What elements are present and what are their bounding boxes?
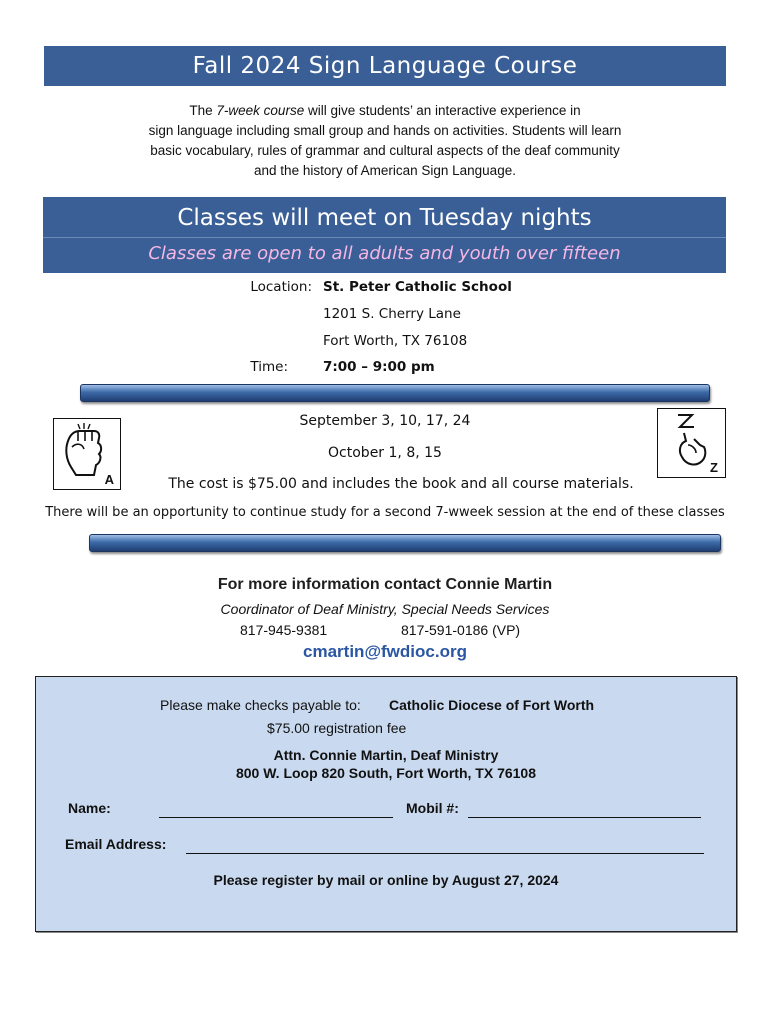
contact-phone: 817-945-9381 [240,622,328,638]
intro-line3: basic vocabulary, rules of grammar and cultural aspects of the deaf community [150,143,620,158]
registration-fee: $75.00 registration fee [267,720,407,736]
cost-text: The cost is $75.00 and includes the book and all course materials. [168,476,634,492]
sign-z-letter: Z [710,460,718,475]
contact-email-link[interactable]: cmartin@fwdioc.org [303,642,467,661]
address-line2: Fort Worth, TX 76108 [323,333,468,349]
sign-a-letter: A [104,472,114,487]
deadline-text: Please register by mail or online by August 27, 2024 [213,872,559,888]
name-field[interactable] [159,817,393,818]
mailing-address: 800 W. Loop 820 South, Fort Worth, TX 76108 [235,765,536,781]
intro-emphasis: 7-week course [216,103,305,118]
name-label: Name: [68,800,111,816]
title-banner [44,46,726,86]
meeting-banner [43,197,726,273]
divider-bar-top [80,384,710,402]
page-title: Fall 2024 Sign Language Course [192,53,578,79]
sign-z-hand-icon [657,408,726,478]
divider-bar-bottom [89,534,721,552]
intro-prefix: The [189,103,217,118]
september-dates: September 3, 10, 17, 24 [299,413,471,429]
location-name: St. Peter Catholic School [323,279,512,295]
mobil-field[interactable] [468,817,701,818]
october-dates: October 1, 8, 15 [328,445,442,461]
intro-line2: sign language including small group and hands on activities. Students will learn [148,123,622,138]
time-label: Time: [250,359,288,375]
email-field[interactable] [186,853,704,854]
location-label: Location: [250,279,312,295]
contact-phone-vp: 817-591-0186 (VP) [401,622,521,638]
meeting-headline: Classes will meet on Tuesday nights [177,205,592,231]
intro-line1-rest: will give students’ an interactive experience in [304,103,581,118]
mobil-label: Mobil #: [406,800,459,816]
address-line1: 1201 S. Cherry Lane [323,306,461,322]
contact-heading: For more information contact Connie Martin [217,576,553,593]
email-label: Email Address: [65,836,167,852]
time-value: 7:00 – 9:00 pm [323,359,435,375]
continue-text: There will be an opportunity to continue study for a second 7-wweek session at the end of these classes [45,505,725,520]
checks-label: Please make checks payable to: [160,697,361,713]
registration-form [35,676,737,932]
intro-paragraph [100,101,670,181]
contact-role: Coordinator of Deaf Ministry, Special Needs Services [220,601,550,617]
meeting-subline: Classes are open to all adults and youth over fifteen [43,237,726,270]
sign-a-hand-icon [53,418,121,490]
intro-line4: and the history of American Sign Language. [254,163,516,178]
payee-name: Catholic Diocese of Fort Worth [389,697,595,713]
attn-line: Attn. Connie Martin, Deaf Ministry [273,747,499,763]
